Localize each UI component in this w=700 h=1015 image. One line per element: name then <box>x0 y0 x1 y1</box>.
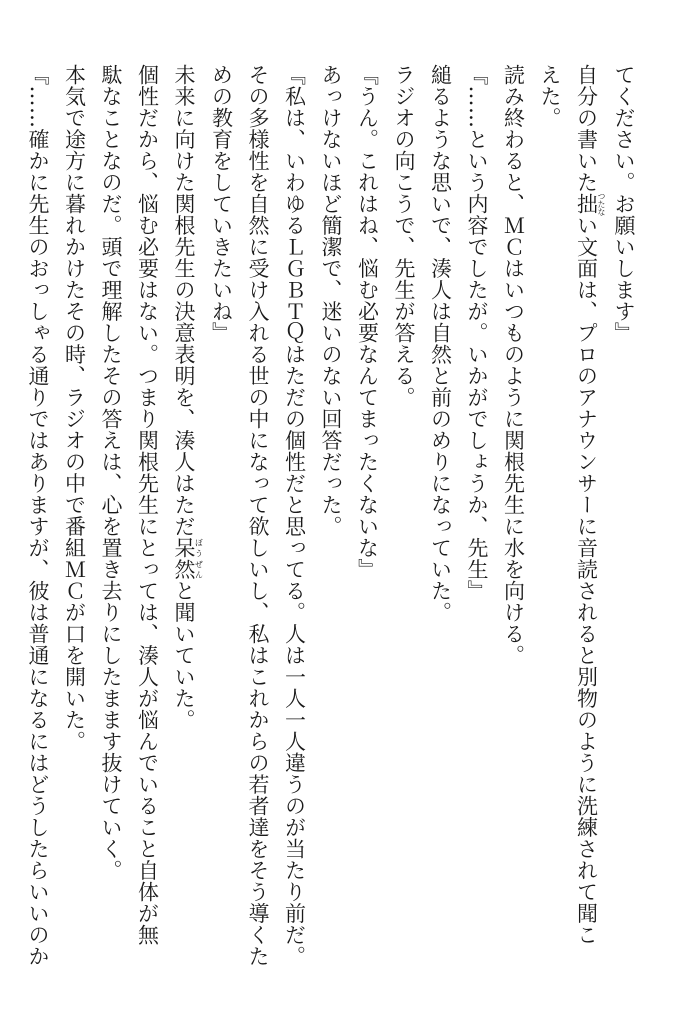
ruby-word <box>574 191 606 216</box>
ruby-base: 呆然 <box>172 537 196 580</box>
ruby-word <box>172 537 204 580</box>
text-line: 縋るような思いで、湊人は自然と前のめりになっていた。 <box>428 64 453 623</box>
text-line: 『私は、いわゆるＬＧＢＴＱはただの個性だと思ってる。人は一人一人違うのが当たり前だ。 <box>282 64 307 967</box>
text-line: その多様性を自然に受け入れる世の中になって欲しいし、私はこれからの若者達をそう導くた <box>246 64 270 967</box>
ruby-reading: つたな <box>597 191 606 216</box>
ruby-base: 拙 <box>574 191 599 216</box>
text-line <box>568 64 606 954</box>
text-line: 駄なことなのだ。頭で理解したその答えは、心を置き去りにしたまます抜けていく。 <box>99 64 123 881</box>
text-line-segment: 自分の書いた <box>574 64 599 193</box>
text-line <box>166 64 204 954</box>
text-line: えた。 <box>538 64 562 129</box>
text-line: てください。お願いします』 <box>612 64 636 344</box>
ruby-reading: ぼうぜん <box>194 537 204 580</box>
text-line-segment: と聞いていた。 <box>172 580 196 731</box>
text-line: 本気で途方に暮れかけたその時、ラジオの中で番組ＭＣが口を開いた。 <box>62 64 87 752</box>
text-line-segment: い文面は、プロのアナウンサーに音読されると別物のように洗練されて聞こ <box>574 214 599 946</box>
text-line: 読み終わると、ＭＣはいつものように関根先生に水を向ける。 <box>501 64 526 666</box>
text-line: あっけないほど簡潔で、迷いのない回答だった。 <box>319 64 343 537</box>
text-line: ラジオの向こうで、先生が答える。 <box>392 64 416 408</box>
text-line: めの教育をしていきたいね』 <box>209 64 234 344</box>
text-line: 『うん。これはね、悩む必要なんてまったくないな』 <box>355 64 380 580</box>
text-line: 個性だから、悩む必要はない。つまり関根先生にとっては、湊人が悩んでいること自体が無 <box>135 64 160 946</box>
vertical-text-body <box>20 64 643 967</box>
text-line: 『……確かに先生のおっしゃる通りではありますが、彼は普通になるにはどうしたらいいのか <box>26 64 50 967</box>
text-line: 『……という内容でしたが。いかがでしょうか、先生』 <box>465 64 489 602</box>
text-line-segment: 未来に向けた関根先生の決意表明を、湊人はただ <box>172 64 196 537</box>
